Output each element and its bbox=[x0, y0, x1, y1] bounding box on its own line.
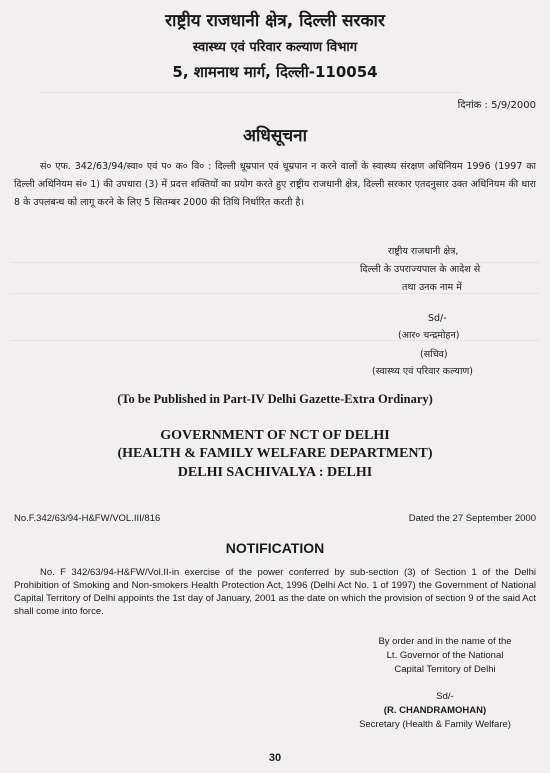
hindi-signature-sd: Sd/- bbox=[428, 313, 447, 324]
hindi-header-government: राष्ट्रीय राजधानी क्षेत्र, दिल्ली सरकार bbox=[165, 11, 385, 31]
hindi-signature-line1: राष्ट्रीय राजधानी क्षेत्र, bbox=[388, 246, 459, 257]
english-date: Dated the 27 September 2000 bbox=[408, 513, 536, 524]
hindi-notification-body: सं० एफ. 342/63/94/स्वा० एवं प० क० वि० : दिल्ली धूम्रपान एवं धूम्रपान न करने वालों के स्वास्थ्य संरक्षण अधिनियम 1996 (1997 का दिल्ली अधिनियम सं० 1) की उपधारा (3) में प्रदत्त शक्तियों का प्रयोग करते हुए राष्ट्रीय राजधानी क्षेत्र, दिल्ली सरकार एतदनुसार उक्त अधिनियम की धारा 8 के उपलबन्ध को लागू करने के लिए 5 सितम्बर 2000 की तिथि निर्धारित करती है। bbox=[14, 161, 536, 208]
english-header-government: GOVERNMENT OF NCT OF DELHI bbox=[160, 428, 390, 443]
hindi-header-address: 5, शामनाथ मार्ग, दिल्ली-110054 bbox=[172, 63, 378, 81]
gazette-publish-note: (To be Published in Part-IV Delhi Gazette-Extra Ordinary) bbox=[117, 392, 433, 406]
bleed-through-mark bbox=[10, 340, 540, 341]
english-signature-sd: Sd/- bbox=[436, 691, 454, 702]
english-header-address: DELHI SACHIVALYA : DELHI bbox=[177, 465, 373, 480]
page-number: 30 bbox=[268, 752, 282, 764]
english-signature-line3: Capital Territory of Delhi bbox=[394, 664, 496, 675]
english-notification-title: NOTIFICATION bbox=[225, 540, 325, 556]
english-header-department: (HEALTH & FAMILY WELFARE DEPARTMENT) bbox=[117, 446, 433, 461]
english-signature-designation: Secretary (Health & Family Welfare) bbox=[359, 719, 511, 730]
hindi-signature-name: (आर० चन्द्रमोहन) bbox=[398, 330, 460, 341]
hindi-notification-title: अधिसूचना bbox=[243, 126, 307, 146]
hindi-signature-department: (स्वास्थ्य एवं परिवार कल्याण) bbox=[372, 366, 473, 377]
bleed-through-mark bbox=[40, 92, 460, 103]
hindi-header-department: स्वास्थ्य एवं परिवार कल्याण विभाग bbox=[192, 40, 358, 55]
english-signature-line2: Lt. Governor of the National bbox=[386, 650, 504, 661]
hindi-signature-line2: दिल्ली के उपराज्यपाल के आदेश से bbox=[360, 264, 481, 275]
hindi-signature-line3: तथा उनक नाम में bbox=[402, 282, 462, 293]
english-notification-body: No. F 342/63/94-H&FW/Vol.II-in exercise of the power conferred by sub-section (3) of Section 1 of the Delhi Prohibition of Smoking and Non-smokers Health Protection Act, 1996 (Delhi Act No. 1 of 1997) the Government of National Capital Territory of Delhi appoints the 1st day of January, 2001 as the date on which the provision of section 9 of the said Act shall come into force. bbox=[14, 567, 536, 617]
english-signature-name: (R. CHANDRAMOHAN) bbox=[383, 705, 487, 716]
english-signature-line1: By order and in the name of the bbox=[378, 636, 512, 647]
hindi-date: दिनांक : 5/9/2000 bbox=[457, 100, 536, 111]
english-reference-number: No.F.342/63/94-H&FW/VOL.III/816 bbox=[14, 513, 161, 524]
hindi-signature-designation: (सचिव) bbox=[420, 349, 448, 360]
